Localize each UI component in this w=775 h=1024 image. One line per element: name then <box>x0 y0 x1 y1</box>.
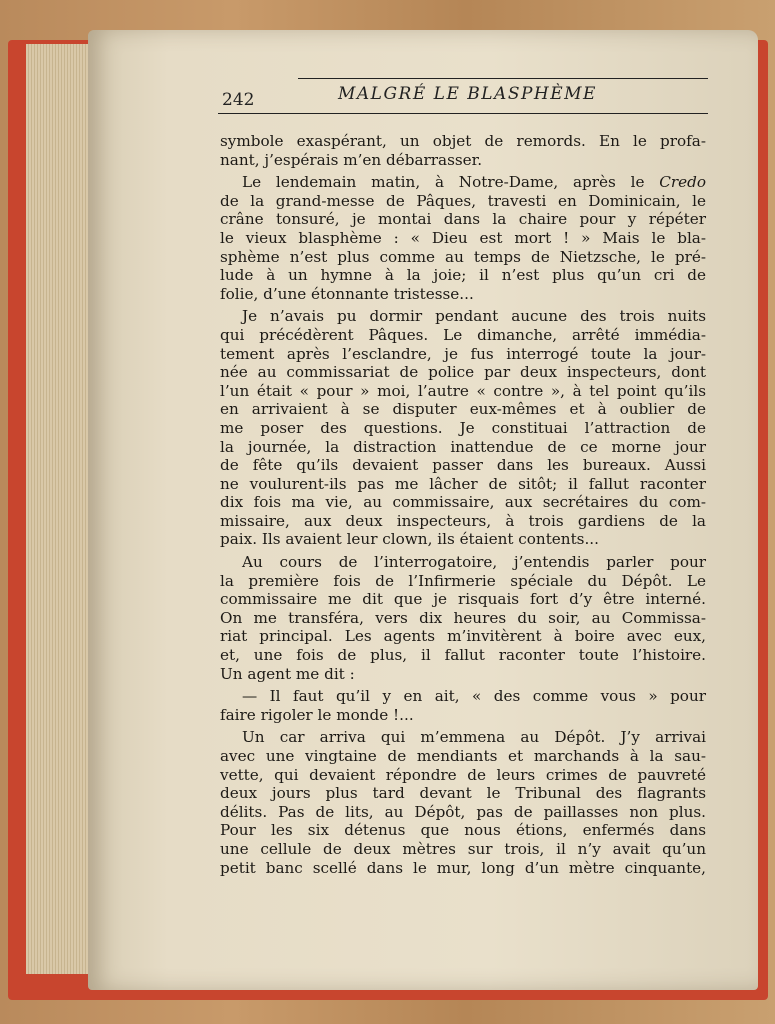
text-line: Pour les six détenus que nous étions, enfermés dans <box>220 821 706 840</box>
text-line: crâne tonsuré, je montai dans la chaire pour y répéter <box>220 210 706 229</box>
text-line: deux jours plus tard devant le Tribunal des flagrants <box>220 784 706 803</box>
text-line: de fête qu’ils devaient passer dans les bureaux. Aussi <box>220 456 706 475</box>
text-line: commissaire me dit que je risquais fort d’y être interné. <box>220 590 706 609</box>
text-line: avec une vingtaine de mendiants et marchands à la sau- <box>220 747 706 765</box>
text-line: Le lendemain matin, à Notre-Dame, après le Credo <box>242 173 706 192</box>
text-line: et, une fois de plus, il fallut raconter toute l’histoire. <box>220 646 706 665</box>
page-edges <box>26 44 96 974</box>
text-line: Au cours de l’interrogatoire, j’entendis parler pour <box>242 553 706 572</box>
text-line: me poser des questions. Je constituai l’attraction de <box>220 418 706 437</box>
text-line: symbole exaspérant, un objet de remords. En le profa- <box>220 132 706 150</box>
running-header <box>218 78 708 114</box>
text-line: ne voulurent-ils pas me lâcher de sitôt; il fallut raconter <box>220 474 706 493</box>
text-line: Je n’avais pu dormir pendant aucune des trois nuits <box>242 307 706 326</box>
text-line: en arrivaient à se disputer eux-mêmes et à oublier de <box>220 400 706 419</box>
header-rule-bottom <box>218 113 708 114</box>
body-text <box>220 132 706 881</box>
text-line: de la grand-messe de Pâques, travesti en Dominicain, le <box>220 191 706 210</box>
text-line: Un agent me dit : <box>220 664 355 683</box>
text-line: paix. Ils avaient leur clown, ils étaient contents... <box>220 530 599 549</box>
text-line: une cellule de deux mètres sur trois, il n’y avait qu’un <box>220 839 706 858</box>
text-line: On me transféra, vers dix heures du soir, au Commissa- <box>220 608 706 627</box>
text-line: vette, qui devaient répondre de leurs crimes de pauvreté <box>220 765 706 784</box>
text-line: sphème n’est plus comme au temps de Nietzsche, le pré- <box>220 247 706 266</box>
text-line: faire rigoler le monde !... <box>220 705 414 724</box>
text-line: — Il faut qu’il y en ait, « des comme vous » pour <box>242 687 706 706</box>
text-line: délits. Pas de lits, au Dépôt, pas de paillasses non plus. <box>220 802 706 821</box>
text-line: l’un était « pour » moi, l’autre « contre », à tel point qu’ils <box>220 381 706 400</box>
text-line: lude à un hymne à la joie; il n’est plus qu’un cri de <box>220 266 706 285</box>
text-line: riat principal. Les agents m’invitèrent à boire avec eux, <box>220 627 706 646</box>
text-line: petit banc scellé dans le mur, long d’un mètre cinquante, <box>220 858 706 877</box>
text-line: Un car arriva qui m’emmena au Dépôt. J’y arrivai <box>242 728 706 747</box>
paragraph <box>220 687 706 724</box>
text-line: la journée, la distraction inattendue de ce morne jour <box>220 437 706 456</box>
page-number: 242 <box>222 90 255 110</box>
running-title: MALGRÉ LE BLASPHÈME <box>338 84 597 104</box>
header-rule-top <box>298 78 708 79</box>
text-line: tement après l’esclandre, je fus interrogé toute la jour- <box>220 344 706 363</box>
text-line: née au commissariat de police par deux inspecteurs, dont <box>220 363 706 382</box>
paragraph <box>220 173 706 303</box>
paragraph <box>220 132 706 169</box>
text-line: dix fois ma vie, au commissaire, aux secrétaires du com- <box>220 493 706 512</box>
text-line: qui précédèrent Pâques. Le dimanche, arrêté immédia- <box>220 325 706 344</box>
text-line: la première fois de l’Infirmerie spéciale du Dépôt. Le <box>220 571 706 590</box>
text-line: missaire, aux deux inspecteurs, à trois gardiens de la <box>220 511 706 530</box>
text-line: le vieux blasphème : « Dieu est mort ! » Mais le bla- <box>220 228 706 247</box>
paragraph <box>220 728 706 877</box>
text-line: folie, d’une étonnante tristesse... <box>220 284 474 303</box>
text-line: nant, j’espérais m’en débarrasser. <box>220 150 483 169</box>
paragraph <box>220 553 706 683</box>
paragraph <box>220 307 706 549</box>
